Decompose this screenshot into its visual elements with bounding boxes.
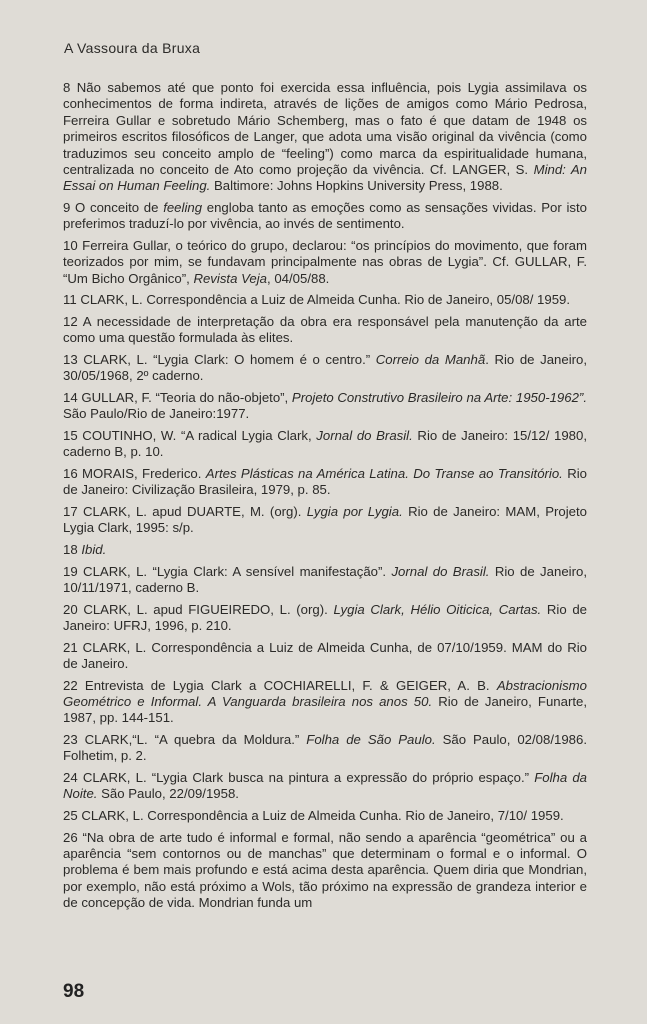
footnote-text: 23 CLARK,“L. “A quebra da Moldura.” <box>63 732 307 748</box>
footnote <box>63 200 587 233</box>
footnote <box>63 314 587 347</box>
footnote-text: 24 CLARK, L. “Lygia Clark busca na pintura a expressão do próprio espaço.” <box>63 770 535 786</box>
footnote <box>63 352 587 385</box>
footnote-text: 16 MORAIS, Frederico. <box>63 466 206 482</box>
footnote <box>63 602 587 635</box>
footnote-text: São Paulo, 02/08/1986. Folhetim, p. 2. <box>63 732 587 764</box>
footnote-italic-text: Folha de São Paulo. <box>306 732 436 748</box>
footnote <box>63 466 587 499</box>
footnote-text: 25 CLARK, L. Correspondência a Luiz de Almeida Cunha. Rio de Janeiro, 7/10/ 1959. <box>63 808 564 824</box>
footnote-text: São Paulo/Rio de Janeiro:1977. <box>63 406 250 422</box>
footnote <box>63 564 587 597</box>
footnote-text: Rio de Janeiro, 10/11/1971, caderno B. <box>63 563 587 596</box>
footnote-italic-text: Correio da Manhã <box>375 352 486 368</box>
footnote-text: 17 CLARK, L. apud DUARTE, M. (org). <box>63 504 307 520</box>
footnote-text: 19 CLARK, L. “Lygia Clark: A sensível manifestação”. <box>63 563 392 579</box>
footnote-italic-text: Mind: An Essai on Human Feeling. <box>63 162 587 194</box>
footnote-text: 11 CLARK, L. Correspondência a Luiz de Almeida Cunha. Rio de Janeiro, 05/08/ 1959. <box>63 292 571 308</box>
footnote-text: 9 O conceito de <box>63 200 164 216</box>
footnote-italic-text: Abstracionismo Geométrico e Informal. A Vanguarda brasileira nos anos 50. <box>63 677 587 710</box>
footnote-text: 22 Entrevista de Lygia Clark a COCHIARELLI, F. & GEIGER, A. B. <box>63 677 497 693</box>
footnote <box>63 238 587 287</box>
footnote-text: 8 Não sabemos até que ponto foi exercida essa influência, pois Lygia assimilava os conhecimentos de forma indireta, através de lições de amigos como Mário Pedrosa, Ferreira Gullar e sobretudo Mário Schemberg, mas o fato é que datam de 1948 os primeiros escritos filosóficos de Langer, que adota uma visão original da vivência (como traduzimos seu conceito amplo de “feeling”) como marca da espiritualidade humana, centralizada no conceito de Ato como projeção da vivência. Cf. LANGER, S. <box>63 80 587 178</box>
footnote <box>63 770 587 803</box>
footnote <box>63 830 587 912</box>
footnote-text: 14 GULLAR, F. “Teoria do não-objeto”, <box>63 390 292 406</box>
running-head: A Vassoura da Bruxa <box>64 40 201 56</box>
footnote-text: 13 CLARK, L. “Lygia Clark: O homem é o centro.” <box>63 352 376 368</box>
footnote-text: 20 CLARK, L. apud FIGUEIREDO, L. (org). <box>63 601 334 617</box>
footnote-italic-text: Ibid. <box>81 542 107 558</box>
page-number: 98 <box>63 981 85 1002</box>
footnote-italic-text: Jornal do Brasil. <box>316 428 413 444</box>
footnotes-list <box>63 80 587 917</box>
footnote-italic-text: Jornal do Brasil. <box>391 563 490 579</box>
footnote-text: Rio de Janeiro: MAM, Projeto Lygia Clark, 1995: s/p. <box>63 504 587 536</box>
footnote-text: engloba tanto as emoções como as sensações vividas. Por isto preferimos traduzí-lo por vivência, ao invés de sentimento. <box>63 200 587 232</box>
footnote <box>63 808 587 824</box>
footnote-text: 26 “Na obra de arte tudo é informal e formal, não sendo a aparência “geométrica” ou a aparência “sem contornos ou de manchas” que determinam o formal e o informal. O problema é bem mais profundo e está acima desta aparência. Quem diria que Mondrian, por exemplo, não está próximo a Wols, tão próximo na expressão de grandeza interior e de concepção de vida. Mondrian funda um <box>63 829 587 911</box>
footnote-italic-text: Folha da Noite. <box>63 770 587 802</box>
footnote-text: Rio de Janeiro: Civilização Brasileira, 1979, p. 85. <box>63 466 587 498</box>
footnote-italic-text: Projeto Construtivo Brasileiro na Arte: 1950-1962”. <box>291 390 587 406</box>
footnote-italic-text: Lygia por Lygia. <box>306 504 403 520</box>
footnote-text: , 04/05/88. <box>267 270 330 286</box>
footnote-italic-text: Lygia Clark, Hélio Oiticica, Cartas. <box>333 601 542 617</box>
footnote-text: . Rio de Janeiro, 30/05/1968, 2º caderno. <box>63 352 588 384</box>
footnote <box>63 292 587 308</box>
footnote-italic-text: feeling <box>163 200 203 216</box>
footnote-text: 21 CLARK, L. Correspondência a Luiz de Almeida Cunha, de 07/10/1959. MAM do Rio de Janeiro. <box>63 639 587 672</box>
footnote-italic-text: Artes Plásticas na América Latina. Do Transe ao Transitório. <box>205 466 563 482</box>
footnote-text: Baltimore: Johns Hopkins University Press, 1988. <box>210 178 503 194</box>
footnote-text: 18 <box>63 542 82 558</box>
footnote-text: Rio de Janeiro: UFRJ, 1996, p. 210. <box>63 601 587 634</box>
footnote <box>63 678 587 727</box>
footnote-italic-text: Revista Veja <box>193 270 267 286</box>
footnote <box>63 640 587 673</box>
footnote <box>63 390 587 423</box>
footnote-text: 12 A necessidade de interpretação da obra era responsável pela manutenção da arte como uma questão formulada às elites. <box>63 314 587 346</box>
footnote <box>63 428 587 461</box>
footnote-text: São Paulo, 22/09/1958. <box>97 786 239 802</box>
footnote-text: Rio de Janeiro, Funarte, 1987, pp. 144-151. <box>63 694 587 726</box>
footnote <box>63 732 587 765</box>
footnote-text: Rio de Janeiro: 15/12/ 1980, caderno B, p. 10. <box>63 428 587 460</box>
footnote <box>63 542 587 558</box>
footnote-text: 10 Ferreira Gullar, o teórico do grupo, declarou: “os princípios do movimento, que foram teorizados por mim, se fundavam principalmente nas obras de Lygia”. Cf. GULLAR, F. “Um Bicho Orgânico”, <box>63 238 587 286</box>
footnote <box>63 504 587 537</box>
footnote <box>63 80 587 195</box>
footnote-text: 15 COUTINHO, W. “A radical Lygia Clark, <box>63 428 317 444</box>
